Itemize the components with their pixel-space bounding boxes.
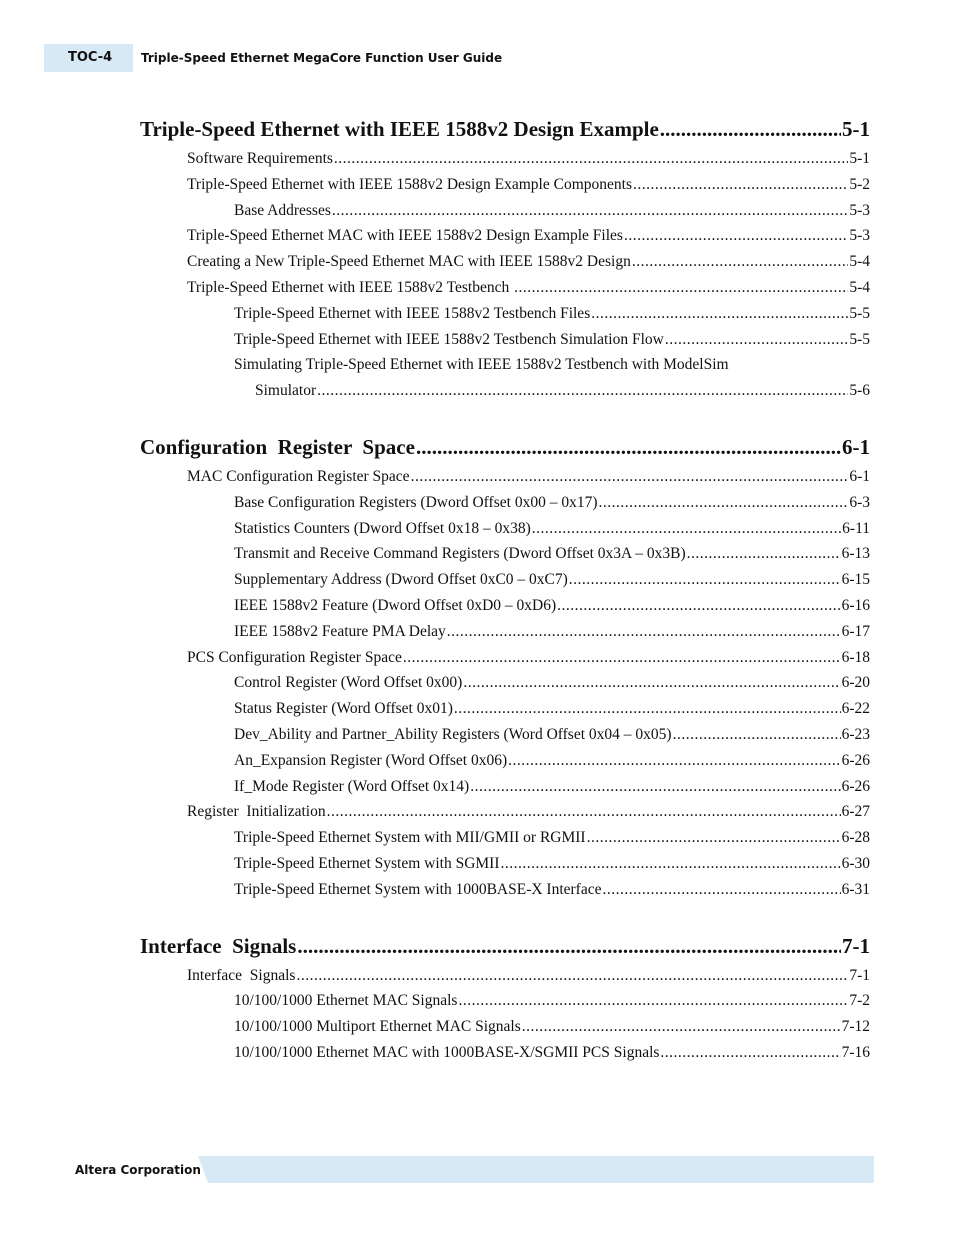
page-label: TOC-4 bbox=[44, 44, 133, 72]
toc-page-number: 5-6 bbox=[849, 382, 870, 400]
toc-entry-title: Triple-Speed Ethernet System with MII/GMII or RGMII bbox=[234, 829, 586, 847]
toc-page-number: 5-5 bbox=[849, 330, 870, 348]
toc-entry[interactable] bbox=[140, 851, 870, 877]
leader-dots bbox=[458, 988, 848, 1014]
leader-dots bbox=[633, 172, 848, 198]
toc-entry-title: Triple-Speed Ethernet with IEEE 1588v2 Design Example bbox=[140, 117, 659, 141]
toc-entry[interactable] bbox=[140, 799, 870, 825]
toc-section-5 bbox=[140, 112, 870, 404]
leader-dots bbox=[665, 327, 848, 353]
toc-page-number: 5-3 bbox=[849, 227, 870, 245]
toc-entry[interactable] bbox=[140, 988, 870, 1014]
toc-page-number: 7-16 bbox=[841, 1043, 870, 1061]
toc-entry[interactable] bbox=[140, 748, 870, 774]
toc-entry[interactable] bbox=[140, 1040, 870, 1066]
toc-entry[interactable] bbox=[140, 825, 870, 851]
leader-dots bbox=[454, 696, 841, 722]
leader-dots bbox=[327, 799, 841, 825]
toc-page-number: 7-2 bbox=[849, 992, 870, 1010]
toc-entry-title: Interface Signals bbox=[140, 933, 297, 958]
toc-page-number: 5-3 bbox=[849, 201, 870, 219]
leader-dots bbox=[463, 670, 840, 696]
leader-dots bbox=[508, 748, 840, 774]
toc-entry-title: Triple-Speed Ethernet with IEEE 1588v2 Testbench Files bbox=[234, 304, 591, 322]
leader-dots bbox=[557, 593, 840, 619]
toc-page-number: 5-4 bbox=[849, 278, 870, 296]
toc-entry-title: Base Configuration Registers (Dword Offset 0x00 – 0x17) bbox=[234, 493, 598, 511]
toc-entry-title: Status Register (Word Offset 0x01) bbox=[234, 700, 453, 718]
toc-page-number: 6-13 bbox=[841, 545, 870, 563]
toc-entry[interactable] bbox=[140, 696, 870, 722]
toc-page-number: 6-18 bbox=[841, 648, 870, 666]
leader-dots bbox=[296, 963, 848, 989]
toc-entry-title: Software Requirements bbox=[187, 150, 333, 167]
toc-entry-title-line1[interactable]: Simulating Triple-Speed Ethernet with IEEE 1588v2 Testbench with ModelSim bbox=[234, 356, 729, 374]
toc-page-number: 5-2 bbox=[849, 175, 870, 193]
toc-entry[interactable] bbox=[140, 877, 870, 903]
toc-page-number: 6-28 bbox=[841, 829, 870, 847]
toc-entry[interactable] bbox=[140, 327, 870, 353]
toc-entry-title: Triple-Speed Ethernet with IEEE 1588v2 Design Example Components bbox=[187, 175, 632, 193]
toc-entry-title: 10/100/1000 Ethernet MAC Signals bbox=[234, 992, 458, 1010]
leader-dots bbox=[602, 877, 840, 903]
toc-entry[interactable] bbox=[140, 490, 870, 516]
toc-page-number: 7-1 bbox=[842, 933, 870, 958]
toc-page-number: 6-22 bbox=[841, 700, 870, 718]
leader-dots bbox=[447, 619, 841, 645]
toc-entry-title: Base Addresses bbox=[234, 201, 331, 219]
toc-page-number: 6-1 bbox=[849, 467, 870, 485]
leader-dots bbox=[501, 851, 841, 877]
toc-entry-title: Triple-Speed Ethernet with IEEE 1588v2 Testbench bbox=[187, 278, 514, 296]
leader-dots bbox=[673, 722, 841, 748]
toc-entry-title: Register Initialization bbox=[187, 803, 326, 821]
toc-entry[interactable] bbox=[140, 223, 870, 249]
toc-page-number: 6-15 bbox=[841, 571, 870, 589]
toc-entry[interactable] bbox=[140, 378, 870, 404]
leader-dots bbox=[403, 645, 841, 671]
toc-page-number: 5-1 bbox=[842, 117, 870, 141]
toc-entry[interactable] bbox=[140, 645, 870, 671]
leader-dots bbox=[632, 249, 848, 275]
leader-dots bbox=[532, 516, 841, 542]
toc-entry-title: IEEE 1588v2 Feature PMA Delay bbox=[234, 622, 446, 640]
toc-entry[interactable] bbox=[140, 722, 870, 748]
footer-company: Altera Corporation bbox=[75, 1163, 201, 1177]
toc-section-7 bbox=[140, 929, 870, 1066]
toc-entry-title: Transmit and Receive Command Registers (Dword Offset 0x3A – 0x3B) bbox=[234, 545, 686, 563]
toc-page-number: 6-27 bbox=[841, 803, 870, 821]
toc-page-number: 6-30 bbox=[841, 854, 870, 872]
document-title: Triple-Speed Ethernet MegaCore Function User Guide bbox=[141, 51, 503, 65]
toc-entry-title: Supplementary Address (Dword Offset 0xC0 – 0xC7) bbox=[234, 571, 568, 589]
toc-entry[interactable] bbox=[140, 1014, 870, 1040]
leader-dots bbox=[591, 301, 848, 327]
toc-entry[interactable] bbox=[140, 774, 870, 800]
leader-dots bbox=[687, 541, 841, 567]
leader-dots bbox=[587, 825, 841, 851]
toc-entry-title: Control Register (Word Offset 0x00) bbox=[234, 674, 463, 692]
toc-entry-title: Configuration Register Space bbox=[140, 434, 415, 459]
toc-entry[interactable] bbox=[140, 670, 870, 696]
toc-entry-title: IEEE 1588v2 Feature (Dword Offset 0xD0 – 0xD6) bbox=[234, 596, 557, 614]
toc-chapter-heading[interactable] bbox=[140, 929, 870, 963]
leader-dots bbox=[334, 146, 848, 172]
toc-entry-title: Statistics Counters (Dword Offset 0x18 – 0x38) bbox=[234, 519, 531, 537]
toc-entry-title: Triple-Speed Ethernet System with 1000BASE-X Interface bbox=[234, 880, 602, 898]
leader-dots bbox=[522, 1014, 841, 1040]
toc-entry-title: Triple-Speed Ethernet with IEEE 1588v2 Testbench Simulation Flow bbox=[234, 330, 664, 348]
toc-page-number: 5-4 bbox=[849, 253, 870, 271]
toc-page-number: 6-16 bbox=[841, 596, 870, 614]
toc-page-number: 6-20 bbox=[841, 674, 870, 692]
leader-dots bbox=[332, 198, 848, 224]
toc-page-number: 6-11 bbox=[842, 519, 870, 537]
toc-entry-title: Creating a New Triple-Speed Ethernet MAC with IEEE 1588v2 Design bbox=[187, 253, 631, 271]
toc-entry[interactable] bbox=[140, 146, 870, 172]
toc-entry-title: Dev_Ability and Partner_Ability Registers (Word Offset 0x04 – 0x05) bbox=[234, 725, 672, 743]
leader-dots bbox=[297, 929, 841, 963]
toc-entry[interactable] bbox=[140, 619, 870, 645]
toc-entry-title: Triple-Speed Ethernet System with SGMII bbox=[234, 854, 500, 872]
toc-page-number: 7-1 bbox=[849, 966, 870, 984]
toc-entry[interactable] bbox=[140, 172, 870, 198]
toc-page-number: 6-26 bbox=[841, 751, 870, 769]
toc-entry-title: PCS Configuration Register Space bbox=[187, 648, 402, 666]
toc-page-number: 7-12 bbox=[841, 1018, 870, 1036]
toc-entry-title: If_Mode Register (Word Offset 0x14) bbox=[234, 777, 470, 795]
toc-entry[interactable] bbox=[140, 593, 870, 619]
leader-dots bbox=[660, 1040, 840, 1066]
footer-bar bbox=[198, 1156, 874, 1183]
leader-dots bbox=[660, 112, 841, 146]
toc-page-number: 5-1 bbox=[849, 150, 870, 167]
leader-dots bbox=[569, 567, 841, 593]
toc-entry[interactable] bbox=[140, 567, 870, 593]
toc-entry[interactable] bbox=[140, 516, 870, 542]
toc-entry[interactable] bbox=[140, 541, 870, 567]
toc-entry[interactable] bbox=[140, 464, 870, 490]
toc-entry[interactable] bbox=[140, 198, 870, 224]
leader-dots bbox=[317, 378, 848, 404]
toc-entry[interactable] bbox=[140, 963, 870, 989]
leader-dots bbox=[470, 774, 840, 800]
toc-entry-title: 10/100/1000 Multiport Ethernet MAC Signals bbox=[234, 1018, 521, 1036]
toc-entry[interactable] bbox=[140, 301, 870, 327]
leader-dots bbox=[416, 430, 841, 464]
toc-chapter-heading[interactable] bbox=[140, 430, 870, 464]
toc-page-number: 6-26 bbox=[841, 777, 870, 795]
leader-dots bbox=[411, 464, 849, 490]
toc-page-number: 6-17 bbox=[841, 622, 870, 640]
toc-entry[interactable] bbox=[140, 275, 870, 301]
table-of-contents bbox=[140, 112, 870, 1092]
toc-page-number: 6-23 bbox=[841, 725, 870, 743]
toc-entry[interactable] bbox=[140, 249, 870, 275]
toc-section-6 bbox=[140, 430, 870, 903]
toc-entry-title: An_Expansion Register (Word Offset 0x06) bbox=[234, 751, 508, 769]
toc-entry-title: Triple-Speed Ethernet MAC with IEEE 1588v2 Design Example Files bbox=[187, 227, 623, 245]
toc-entry-title: Simulator bbox=[255, 382, 317, 400]
leader-dots bbox=[598, 490, 848, 516]
leader-dots bbox=[624, 223, 848, 249]
toc-page-number: 6-3 bbox=[849, 493, 870, 511]
toc-chapter-heading[interactable] bbox=[140, 112, 870, 146]
toc-entry-title: MAC Configuration Register Space bbox=[187, 467, 410, 485]
leader-dots bbox=[514, 275, 848, 301]
toc-page-number: 6-31 bbox=[841, 880, 870, 898]
toc-page-number: 6-1 bbox=[842, 434, 870, 459]
toc-entry-title: Interface Signals bbox=[187, 966, 296, 984]
toc-page-number: 5-5 bbox=[849, 304, 870, 322]
toc-entry-title: 10/100/1000 Ethernet MAC with 1000BASE-X/SGMII PCS Signals bbox=[234, 1043, 660, 1061]
